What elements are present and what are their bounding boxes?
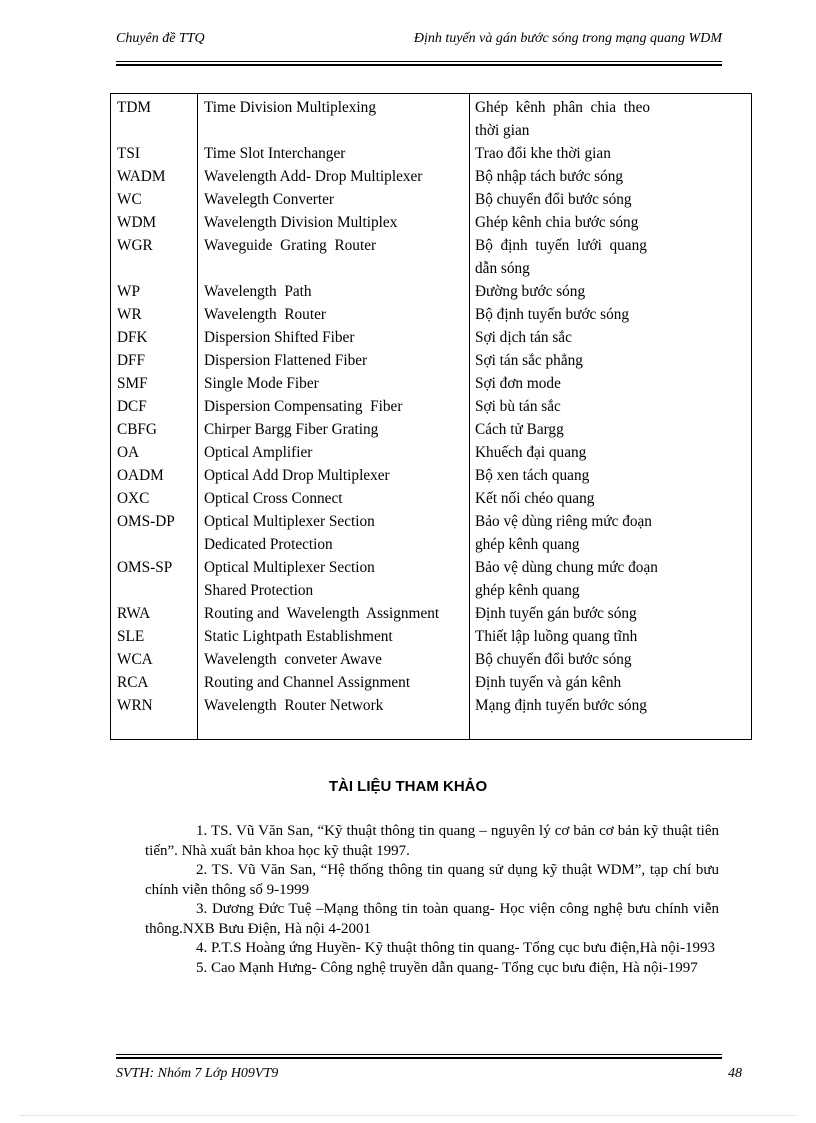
meaning-cell: Bộ xen tách quang bbox=[475, 467, 590, 484]
term-cell: Optical Cross Connect bbox=[204, 490, 343, 507]
abbreviation-cell: TSI bbox=[117, 145, 140, 162]
references-title: TÀI LIỆU THAM KHẢO bbox=[328, 778, 488, 795]
footer-author: SVTH: Nhóm 7 Lớp H09VT9 bbox=[116, 1066, 279, 1081]
term-cell: Time Slot Interchanger bbox=[204, 145, 346, 162]
abbreviation-cell: WCA bbox=[117, 651, 153, 668]
abbreviation-cell: OMS-DP bbox=[117, 513, 175, 530]
term-cell: Wavelength Router bbox=[204, 306, 326, 323]
meaning-cell: Kết nối chéo quang bbox=[475, 490, 595, 507]
term-cell: Wavelength Router Network bbox=[204, 697, 384, 714]
term-cell: Dispersion Compensating Fiber bbox=[204, 398, 403, 415]
abbreviation-cell: WP bbox=[117, 283, 140, 300]
term-cell: Chirper Bargg Fiber Grating bbox=[204, 421, 379, 438]
abbreviation-cell: WC bbox=[117, 191, 142, 208]
reference-item: 5. Cao Mạnh Hưng- Công nghệ truyền dẫn quang- Tổng cục bưu điện, Hà nội-1997 bbox=[196, 959, 698, 976]
meaning-cell: Bảo vệ dùng chung mức đoạn ghép kênh quang bbox=[475, 559, 658, 599]
page-header bbox=[116, 31, 722, 51]
header-title: Định tuyến và gán bước sóng trong mạng quang WDM bbox=[413, 31, 722, 46]
term-cell: Dispersion Flattened Fiber bbox=[204, 352, 368, 369]
page-number: 48 bbox=[728, 1066, 742, 1081]
term-cell: Wavelength Division Multiplex bbox=[204, 214, 398, 231]
reference-item: 3. Dương Đức Tuệ –Mạng thông tin toàn quang- Học viện công nghệ bưu chính viễn thông.NXB Bưu Điện, Hà nội 4-2001 bbox=[145, 901, 719, 937]
reference-item: 1. TS. Vũ Văn San, “Kỹ thuật thông tin quang – nguyên lý cơ bản cơ bản kỹ thuật tiên tiến”. Nhà xuất bản khoa học kỹ thuật 1997. bbox=[145, 823, 719, 859]
abbreviation-cell: SLE bbox=[117, 628, 145, 645]
meaning-cell: Sợi bù tán sắc bbox=[475, 398, 561, 415]
footer-rule bbox=[116, 1054, 722, 1059]
meaning-cell: Ghép kênh chia bước sóng bbox=[475, 214, 639, 231]
term-cell: Time Division Multiplexing bbox=[204, 99, 376, 116]
meaning-cell: Sợi dịch tán sắc bbox=[475, 329, 572, 346]
abbreviation-cell: WADM bbox=[117, 168, 166, 185]
meaning-cell: Định tuyến gán bước sóng bbox=[475, 605, 637, 622]
meaning-cell: Bảo vệ dùng riêng mức đoạn ghép kênh quang bbox=[475, 513, 652, 553]
abbreviation-cell: RCA bbox=[117, 674, 149, 691]
term-cell: Optical Add Drop Multiplexer bbox=[204, 467, 390, 484]
meaning-cell: Định tuyến và gán kênh bbox=[475, 674, 622, 691]
meaning-cell: Đường bước sóng bbox=[475, 283, 586, 300]
abbreviation-cell: DFF bbox=[117, 352, 146, 369]
term-cell: Waveguide Grating Router bbox=[204, 237, 377, 254]
meaning-cell: Sợi đơn mode bbox=[475, 375, 561, 392]
abbreviation-cell: WGR bbox=[117, 237, 153, 254]
term-cell: Routing and Wavelength Assignment bbox=[204, 605, 440, 622]
term-cell: Optical Amplifier bbox=[204, 444, 313, 461]
header-rule bbox=[116, 61, 722, 66]
term-cell: Optical Multiplexer Section Dedicated Protection bbox=[204, 513, 375, 553]
meaning-cell: Bộ định tuyến lưới quang dẫn sóng bbox=[475, 237, 647, 277]
abbreviation-cell: WR bbox=[117, 306, 142, 323]
abbreviation-cell: CBFG bbox=[117, 421, 157, 438]
meaning-cell: Khuếch đại quang bbox=[475, 444, 587, 461]
abbreviation-cell: WRN bbox=[117, 697, 153, 714]
abbreviation-cell: RWA bbox=[117, 605, 151, 622]
term-cell: Wavelength Path bbox=[204, 283, 312, 300]
term-cell: Single Mode Fiber bbox=[204, 375, 319, 392]
abbreviation-cell: OMS-SP bbox=[117, 559, 173, 576]
abbreviation-cell: OADM bbox=[117, 467, 164, 484]
term-cell: Wavelength Add- Drop Multiplexer bbox=[204, 168, 423, 185]
meaning-cell: Bộ nhập tách bước sóng bbox=[475, 168, 624, 185]
term-cell: Routing and Channel Assignment bbox=[204, 674, 411, 691]
meaning-cell: Bộ chuyển đổi bước sóng bbox=[475, 191, 632, 208]
abbreviation-cell: OXC bbox=[117, 490, 150, 507]
term-cell: Dispersion Shifted Fiber bbox=[204, 329, 355, 346]
meaning-cell: Thiết lập luồng quang tĩnh bbox=[475, 628, 638, 645]
header-subject: Chuyên đề TTQ bbox=[116, 31, 205, 46]
meaning-cell: Mạng định tuyến bước sóng bbox=[475, 697, 647, 714]
abbreviation-cell: TDM bbox=[117, 99, 151, 116]
term-cell: Optical Multiplexer Section Shared Protection bbox=[204, 559, 375, 599]
abbreviations-table bbox=[110, 93, 752, 740]
page-edge-divider bbox=[20, 1115, 796, 1116]
column-divider bbox=[197, 94, 198, 739]
abbreviation-cell: DFK bbox=[117, 329, 148, 346]
abbreviation-cell: DCF bbox=[117, 398, 147, 415]
reference-item: 4. P.T.S Hoàng ứng Huyền- Kỹ thuật thông tin quang- Tổng cục bưu điện,Hà nội-1993 bbox=[196, 940, 715, 956]
references-list bbox=[145, 822, 719, 978]
meaning-cell: Bộ định tuyến bước sóng bbox=[475, 306, 630, 323]
meaning-cell: Cách tử Bargg bbox=[475, 421, 564, 438]
abbreviation-cell: OA bbox=[117, 444, 140, 461]
meaning-cell: Bộ chuyển đổi bước sóng bbox=[475, 651, 632, 668]
term-cell: Static Lightpath Establishment bbox=[204, 628, 393, 645]
meaning-cell: Sợi tán sắc phẳng bbox=[475, 352, 583, 369]
reference-item: 2. TS. Vũ Văn San, “Hệ thống thông tin quang sử dụng kỹ thuật WDM”, tạp chí bưu chính viễn thông số 9-1999 bbox=[145, 862, 719, 898]
term-cell: Wavelegth Converter bbox=[204, 191, 335, 208]
meaning-cell: Ghép kênh phân chia theo thời gian bbox=[475, 99, 651, 139]
abbreviation-cell: WDM bbox=[117, 214, 157, 231]
term-cell: Wavelength conveter Awave bbox=[204, 651, 382, 668]
meaning-cell: Trao đổi khe thời gian bbox=[475, 145, 611, 162]
abbreviation-cell: SMF bbox=[117, 375, 148, 392]
